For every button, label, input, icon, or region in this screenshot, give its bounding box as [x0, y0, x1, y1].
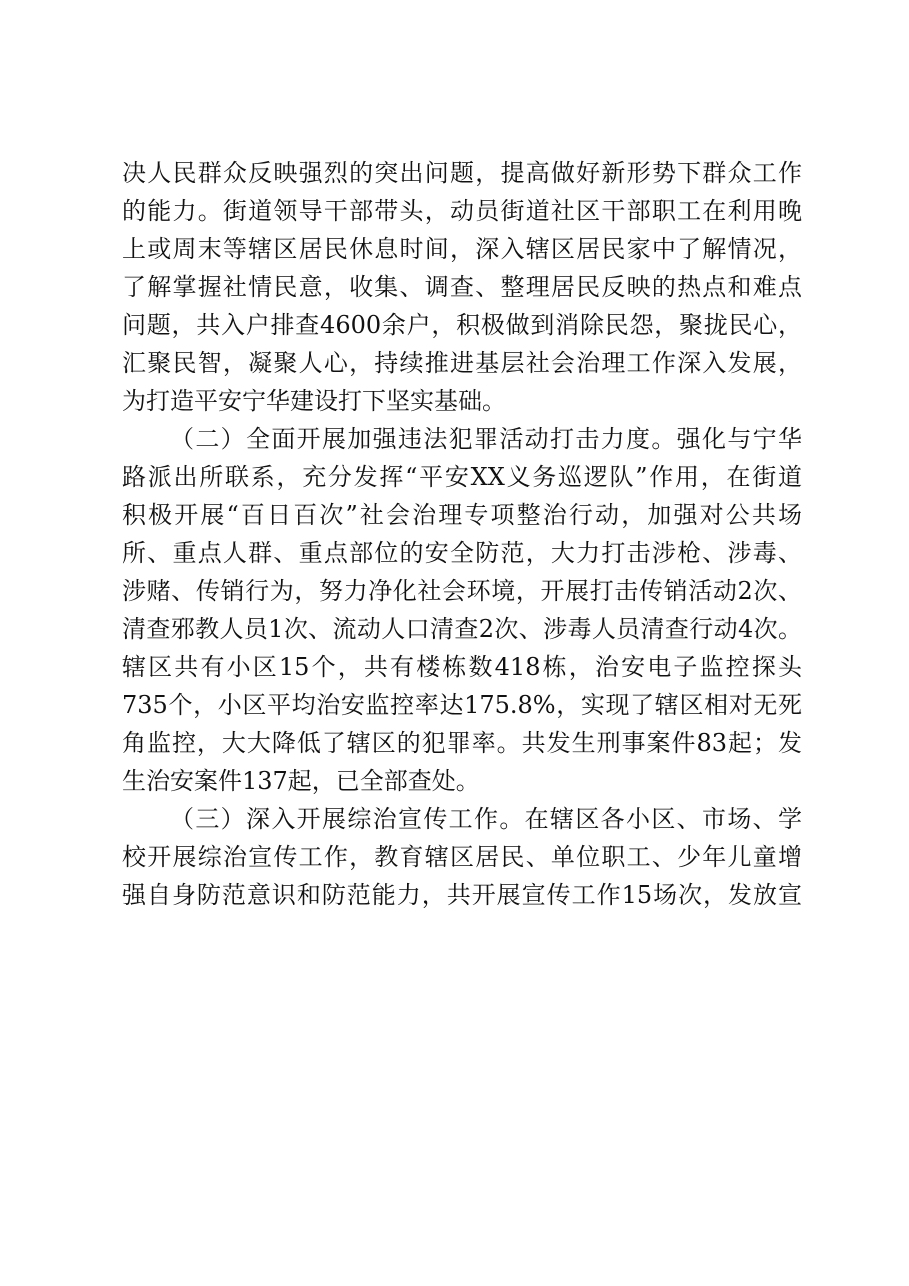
text-line: 为打造平安宁华建设打下坚实基础。: [122, 387, 506, 415]
text-line: （三）深入开展综治宣传工作。在辖区各小区、市场、学: [170, 805, 802, 833]
text-line: 上或周末等辖区居民休息时间，深入辖区居民家中了解情况，: [122, 235, 802, 263]
text-line: 生治安案件137起，已全部查处。: [122, 767, 480, 795]
text-line: 强自身防范意识和防范能力，共开展宣传工作15场次，发放宣: [122, 881, 802, 909]
text-line: 汇聚民智，凝聚人心，持续推进基层社会治理工作深入发展，: [122, 349, 802, 377]
paragraph-2: [122, 420, 802, 800]
text-line: （二）全面开展加强违法犯罪活动打击力度。强化与宁华: [170, 425, 802, 453]
text-line: 路派出所联系，充分发挥“平安XX义务巡逻队”作用，在街道: [122, 463, 802, 491]
text-line: 清查邪教人员1次、流动人口清查2次、涉毒人员清查行动4次。: [122, 615, 802, 643]
text-line: 角监控，大大降低了辖区的犯罪率。共发生刑事案件83起；发: [122, 729, 802, 757]
text-line: 决人民群众反映强烈的突出问题，提高做好新形势下群众工作: [122, 159, 802, 187]
text-line: 了解掌握社情民意，收集、调查、整理居民反映的热点和难点: [122, 273, 802, 301]
text-line: 问题，共入户排查4600余户，积极做到消除民怨，聚拢民心，: [122, 311, 802, 339]
text-line: 所、重点人群、重点部位的安全防范，大力打击涉枪、涉毒、: [122, 539, 802, 567]
document-body: [122, 154, 802, 914]
paragraph-3: [122, 800, 802, 914]
text-line: 的能力。街道领导干部带头，动员街道社区干部职工在利用晚: [122, 197, 802, 225]
text-line: 涉赌、传销行为，努力净化社会环境，开展打击传销活动2次、: [122, 577, 802, 605]
text-line: 积极开展“百日百次”社会治理专项整治行动，加强对公共场: [122, 501, 802, 529]
text-line: 校开展综治宣传工作，教育辖区居民、单位职工、少年儿童增: [122, 843, 802, 871]
paragraph-1: [122, 154, 802, 420]
text-line: 辖区共有小区15个，共有楼栋数418栋，治安电子监控探头: [122, 653, 802, 681]
text-line: 735个，小区平均治安监控率达175.8%，实现了辖区相对无死: [122, 691, 802, 719]
